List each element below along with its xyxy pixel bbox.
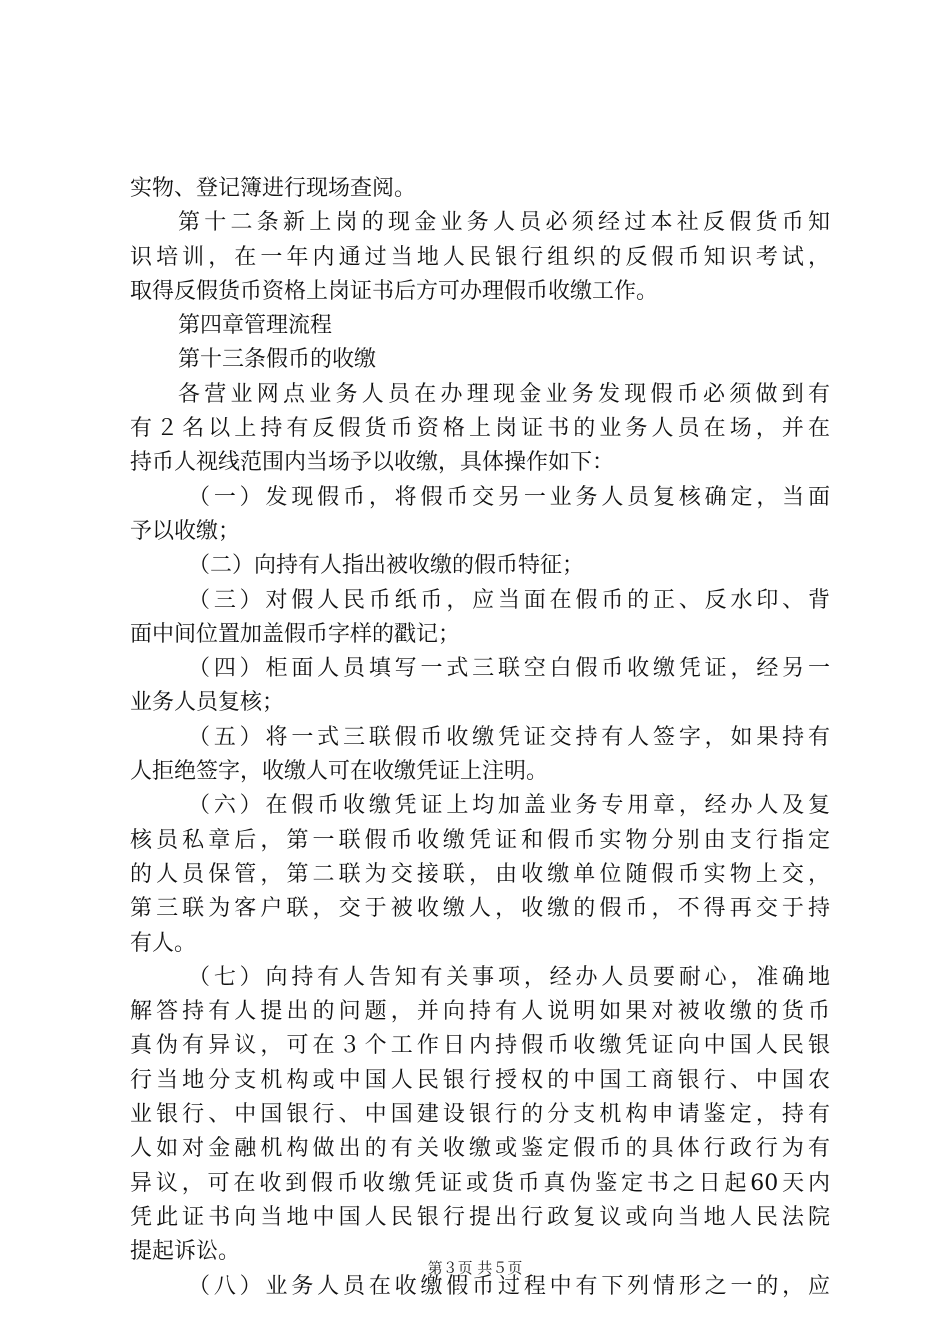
text-line: （二）向持有人指出被收缴的假币特征； (188, 553, 585, 579)
text-line: 业务人员复核； (130, 690, 285, 716)
text-line: 提起诉讼。 (130, 1239, 241, 1265)
text-line: 核员私章后，第一联假币收缴凭证和假币实物分别由支行指定 (130, 827, 830, 853)
text-line: 面中间位置加盖假币字样的戳记； (130, 621, 461, 647)
text-line: （三）对假人民币纸币，应当面在假币的正、反水印、背 (188, 587, 830, 613)
text-line: 第十三条假币的收缴 (178, 347, 377, 373)
text-line: 各营业网点业务人员在办理现金业务发现假币必须做到有 (178, 381, 830, 407)
text-line: 业银行、中国银行、中国建设银行的分支机构申请鉴定，持有 (130, 1102, 830, 1128)
text-line: 第四章管理流程 (178, 313, 333, 339)
text-line: 予以收缴； (130, 518, 241, 544)
text-line: （一）发现假币，将假币交另一业务人员复核确定，当面 (188, 484, 830, 510)
text-line: 人如对金融机构做出的有关收缴或鉴定假币的具体行政行为有 (130, 1136, 830, 1162)
text-line: 行当地分支机构或中国人民银行授权的中国工商银行、中国农 (130, 1067, 830, 1093)
text-line: 凭此证书向当地中国人民银行提出行政复议或向当地人民法院 (130, 1204, 830, 1230)
text-line: （四）柜面人员填写一式三联空白假币收缴凭证，经另一 (188, 656, 830, 682)
text-line: 真伪有异议，可在３个工作日内持假币收缴凭证向中国人民银 (130, 1033, 830, 1059)
page-footer: 第３页 共５页 (427, 1259, 523, 1277)
text-line: 持币人视线范围内当场予以收缴，具体操作如下： (130, 450, 615, 476)
text-line: （八）业务人员在收缴假币过程中有下列情形之一的，应 (188, 1273, 830, 1299)
text-line: 异议，可在收到假币收缴凭证或货币真伪鉴定书之日起60天内 (130, 1170, 830, 1196)
text-line: 取得反假货币资格上岗证书后方可办理假币收缴工作。 (130, 278, 659, 304)
text-line: （五）将一式三联假币收缴凭证交持有人签字，如果持有 (188, 724, 830, 750)
body-text (130, 172, 830, 1304)
text-line: 实物、登记簿进行现场查阅。 (130, 176, 417, 201)
text-line: 第三联为客户联，交于被收缴人，收缴的假币，不得再交于持 (130, 896, 830, 922)
text-line: 有２名以上持有反假货币资格上岗证书的业务人员在场，并在 (130, 416, 830, 442)
text-line: 解答持有人提出的问题，并向持有人说明如果对被收缴的货币 (130, 999, 830, 1025)
text-line: （六）在假币收缴凭证上均加盖业务专用章，经办人及复 (188, 793, 830, 819)
text-line: 有人。 (130, 930, 197, 956)
text-line: 第十二条新上岗的现金业务人员必须经过本社反假货币知 (178, 210, 830, 236)
text-line: 识培训，在一年内通过当地人民银行组织的反假币知识考试， (130, 244, 830, 270)
text-line: 人拒绝签字，收缴人可在收缴凭证上注明。 (130, 759, 549, 785)
text-line: （七）向持有人告知有关事项，经办人员要耐心，准确地 (188, 964, 830, 990)
text-line: 的人员保管，第二联为交接联，由收缴单位随假币实物上交， (130, 861, 830, 887)
